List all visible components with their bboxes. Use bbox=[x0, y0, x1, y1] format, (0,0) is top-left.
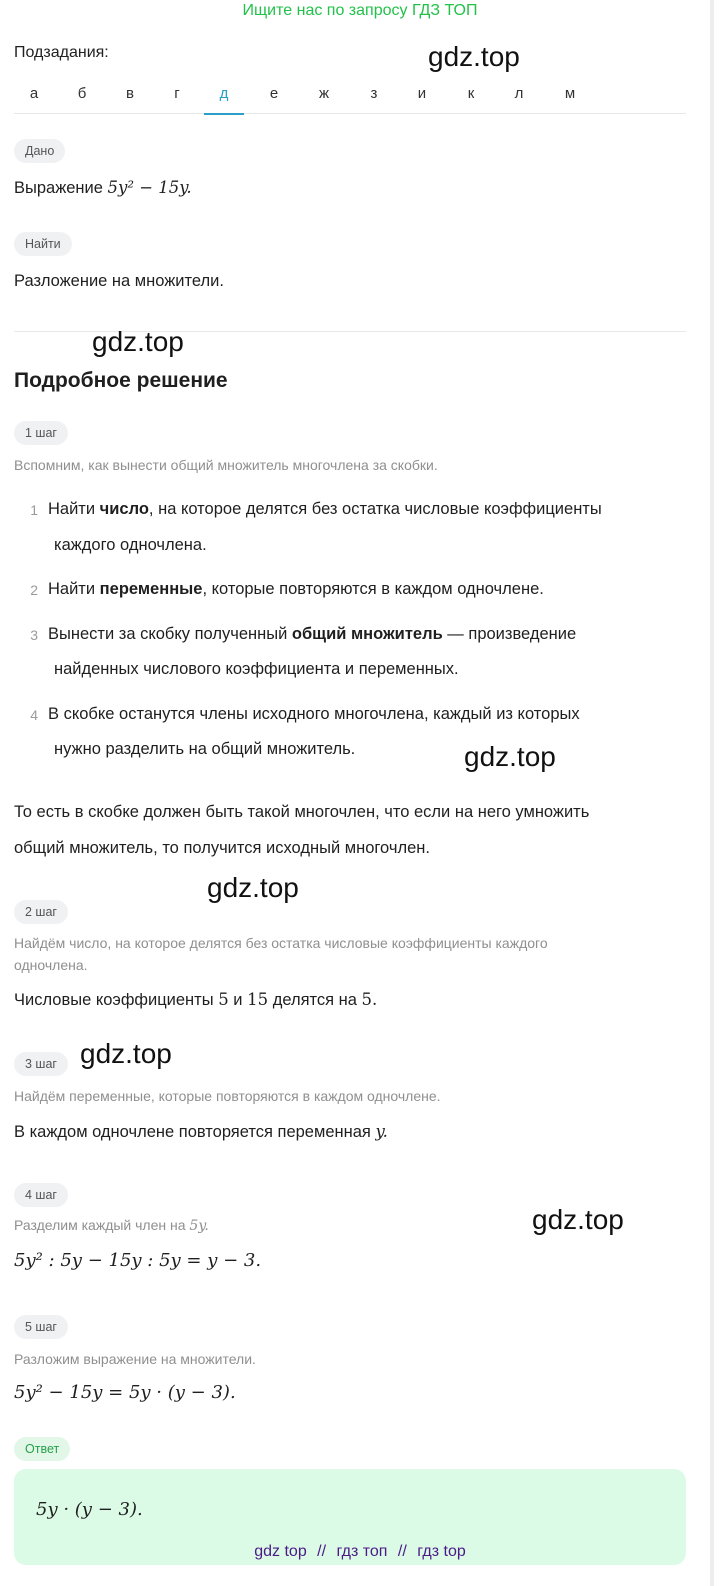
search-banner: Ищите нас по запросу ГДЗ ТОП bbox=[242, 2, 478, 19]
tab-v[interactable]: в bbox=[126, 85, 134, 102]
footer-separator: // bbox=[397, 1543, 407, 1560]
tab-g[interactable]: г bbox=[174, 85, 180, 102]
step4-formula: 5y² : 5y − 15y : 5y = y − 3. bbox=[14, 1250, 262, 1271]
step3-hint: Найдём переменные, которые повторяются в каждом одночлене. bbox=[14, 1088, 441, 1104]
tab-b[interactable]: б bbox=[77, 85, 87, 102]
list-item-bold: число bbox=[99, 500, 149, 518]
footer-link[interactable]: гдз топ bbox=[336, 1543, 388, 1560]
watermark: gdz.top bbox=[92, 326, 184, 357]
step2-text bbox=[14, 990, 377, 1010]
step3-text bbox=[14, 1122, 388, 1142]
list-number: 4 bbox=[30, 707, 38, 723]
given-text bbox=[14, 178, 192, 198]
list-item: В скобке останутся члены исходного многочлена, каждый из которых bbox=[48, 705, 580, 723]
tab-k[interactable]: к bbox=[467, 85, 475, 102]
answer-formula: 5y · (y − 3). bbox=[36, 1499, 143, 1520]
list-item bbox=[48, 580, 544, 599]
step3-text-part: В каждом одночлене повторяется переменная bbox=[14, 1123, 371, 1141]
step2-text-part: делятся на bbox=[272, 991, 357, 1009]
step1-note: общий множитель, то получится исходный многочлен. bbox=[14, 839, 430, 857]
watermark: gdz.top bbox=[207, 872, 299, 903]
list-number: 1 bbox=[30, 502, 38, 518]
watermark: gdz.top bbox=[464, 741, 556, 772]
watermark: gdz.top bbox=[428, 41, 520, 72]
subtasks-label: Подзадания: bbox=[14, 44, 109, 61]
list-number: 2 bbox=[30, 582, 38, 598]
subtask-tabs bbox=[14, 83, 686, 114]
list-item-bold: переменные bbox=[99, 580, 203, 598]
list-item-text: , которые повторяются в каждом одночлене. bbox=[202, 580, 544, 598]
step4-chip: 4 шаг bbox=[14, 1183, 68, 1207]
given-chip: Дано bbox=[14, 139, 65, 163]
step1-hint: Вспомним, как вынести общий множитель многочлена за скобки. bbox=[14, 457, 438, 473]
list-number: 3 bbox=[30, 627, 38, 643]
list-item-text: Найти bbox=[48, 500, 100, 518]
footer-link[interactable]: gdz top bbox=[254, 1543, 307, 1560]
step2-text-part: и bbox=[233, 991, 243, 1009]
step4-hint-math: 5y. bbox=[189, 1218, 209, 1234]
tab-e[interactable]: е bbox=[269, 85, 279, 102]
answer-chip: Ответ bbox=[14, 1437, 70, 1461]
tab-m[interactable]: м bbox=[564, 85, 576, 102]
tab-d[interactable]: д bbox=[204, 83, 244, 115]
list-item-continuation: каждого одночлена. bbox=[54, 536, 207, 554]
list-item-text: Вынести за скобку полученный bbox=[48, 625, 292, 643]
given-prefix: Выражение bbox=[14, 179, 103, 197]
step1-note: То есть в скобке должен быть такой многочлен, что если на него умножить bbox=[14, 803, 590, 821]
watermark: gdz.top bbox=[80, 1038, 172, 1069]
list-item-text: Найти bbox=[48, 580, 100, 598]
step5-formula: 5y² − 15y = 5y · (y − 3). bbox=[14, 1382, 236, 1403]
list-item bbox=[48, 500, 602, 519]
step1-chip: 1 шаг bbox=[14, 421, 68, 445]
step3-variable: y. bbox=[375, 1122, 388, 1141]
tab-i[interactable]: и bbox=[417, 85, 427, 102]
list-item-continuation: найденных числового коэффициента и переменных. bbox=[54, 660, 459, 678]
step5-chip: 5 шаг bbox=[14, 1315, 68, 1339]
list-item-bold: общий множитель bbox=[291, 625, 443, 643]
scrollbar[interactable] bbox=[710, 0, 714, 1586]
step2-hint: одночлена. bbox=[14, 957, 88, 973]
list-item-text: , на которое делятся без остатка числовые коэффициенты bbox=[148, 500, 602, 518]
tab-l[interactable]: л bbox=[514, 85, 524, 102]
list-item-text: — произведение bbox=[442, 625, 577, 643]
tab-z[interactable]: з bbox=[370, 85, 378, 102]
step2-number: 15 bbox=[247, 990, 269, 1009]
step2-number: 5 bbox=[218, 990, 229, 1009]
footer-separator: // bbox=[317, 1543, 327, 1560]
footer-links bbox=[0, 1543, 720, 1561]
step2-chip: 2 шаг bbox=[14, 900, 68, 924]
tab-zh[interactable]: ж bbox=[318, 85, 330, 102]
list-item bbox=[48, 625, 576, 644]
step2-text-part: Числовые коэффициенты bbox=[14, 991, 214, 1009]
list-item-continuation: нужно разделить на общий множитель. bbox=[54, 740, 356, 758]
find-text: Разложение на множители. bbox=[14, 272, 224, 290]
step2-number: 5. bbox=[361, 990, 378, 1009]
step4-hint-text: Разделим каждый член на bbox=[14, 1217, 186, 1233]
step4-hint bbox=[14, 1214, 209, 1237]
watermark: gdz.top bbox=[532, 1204, 624, 1235]
given-expression: 5y² − 15y. bbox=[107, 178, 192, 197]
tab-a[interactable]: а bbox=[29, 85, 39, 102]
step5-hint: Разложим выражение на множители. bbox=[14, 1351, 256, 1367]
footer-link[interactable]: гдз top bbox=[417, 1543, 466, 1560]
find-chip: Найти bbox=[14, 232, 72, 256]
step3-chip: 3 шаг bbox=[14, 1052, 68, 1076]
solution-title: Подробное решение bbox=[14, 369, 228, 392]
step2-hint: Найдём число, на которое делятся без остатка числовые коэффициенты каждого bbox=[14, 935, 548, 951]
